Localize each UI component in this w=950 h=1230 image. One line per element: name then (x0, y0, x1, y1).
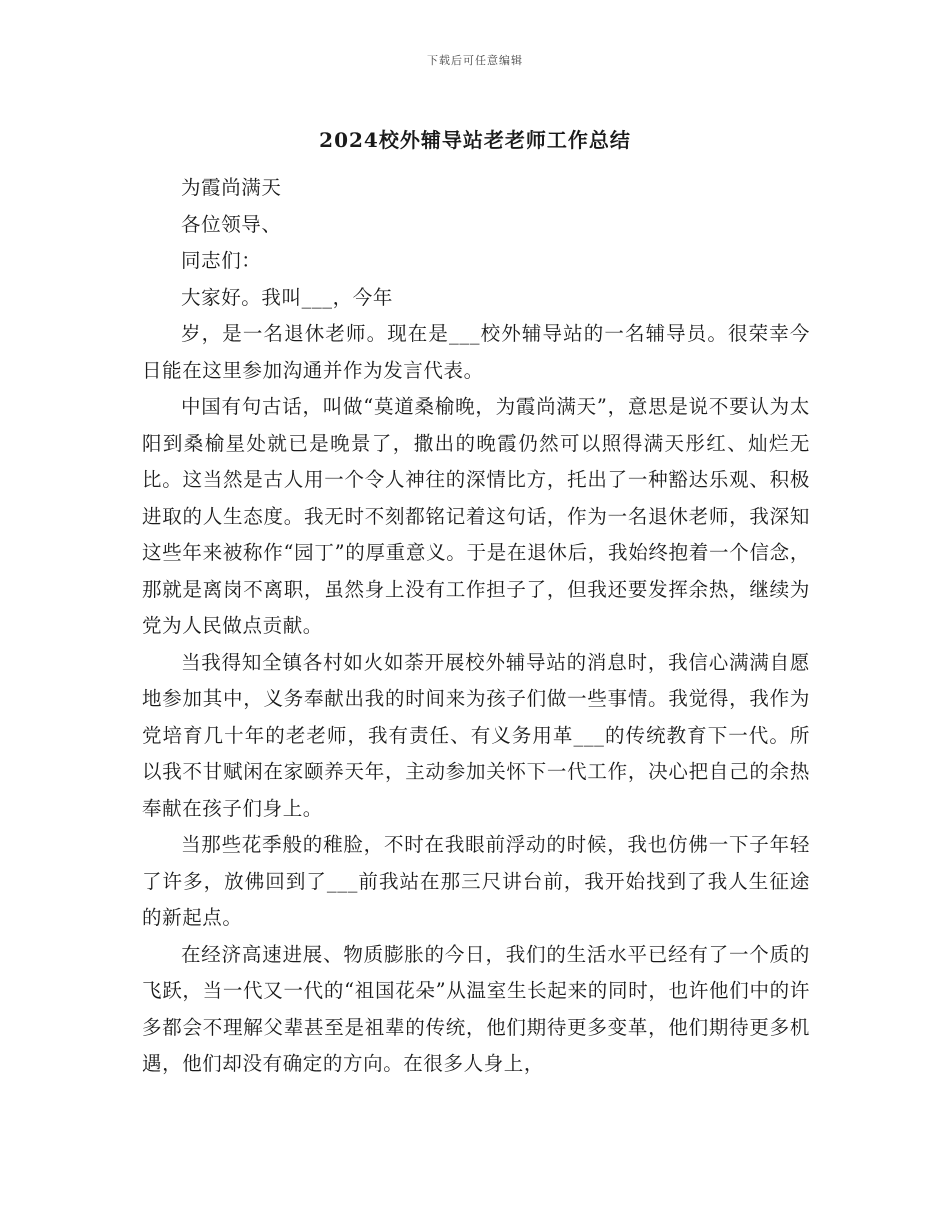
paragraph-proverb: 中国有句古话，叫做“莫道桑榆晚，为霞尚满天”，意思是说不要认为太阳到桑榆星处就已是晚景了，撒出的晚霞仍然可以照得满天彤红、灿烂无比。这当然是古人用一个令人神往的深情比方，托出了一种豁达乐观、积极进取的人生态度。我无时不刻都铭记着这句话，作为一名退休老师，我深知这些年来被称作“园丁”的厚重意义。于是在退休后，我始终抱着一个信念，那就是离岗不离职，虽然身上没有工作担子了，但我还要发挥余热，继续为党为人民做点贡献。 (142, 395, 810, 637)
paragraph-economy: 在经济高速进展、物质膨胀的今日，我们的生活水平已经有了一个质的飞跃，当一代又一代的“祖国花朵”从温室生长起来的同时，也许他们中的许多都会不理解父辈甚至是祖辈的传统，他们期待更多变革，他们期待更多机遇，他们却没有确定的方向。在很多人身上， (142, 942, 810, 1075)
paragraph-salutation-leaders: 各位领导、 (181, 212, 282, 236)
paragraph-introduction: 岁，是一名退休老师。现在是___校外辅导站的一名辅导员。很荣幸今日能在这里参加沟通并作为发言代表。 (142, 322, 810, 382)
document-title: 2024校外辅导站老老师工作总结 (319, 128, 631, 152)
paragraph-salutation-comrades: 同志们： (181, 249, 262, 272)
document-body (142, 170, 810, 1083)
paragraph-greeting: 大家好。我叫___，今年 (181, 285, 393, 309)
paragraph-subtitle: 为霞尚满天 (181, 176, 282, 199)
header-note: 下载后可任意编辑 (427, 54, 523, 67)
paragraph-volunteer: 当我得知全镇各村如火如荼开展校外辅导站的消息时，我信心满满自愿地参加其中，义务奉献出我的时间来为孩子们做一些事情。我觉得，我作为党培育几十年的老老师，我有责任、有义务用革___的传统教育下一代。所以我不甘赋闲在家颐养天年，主动参加关怀下一代工作，决心把自己的余热奉献在孩子们身上。 (142, 650, 810, 820)
paragraph-youth: 当那些花季般的稚脸，不时在我眼前浮动的时候，我也仿佛一下子年轻了许多，放佛回到了___前我站在那三尺讲台前，我开始找到了我人生征途的新起点。 (142, 833, 810, 929)
